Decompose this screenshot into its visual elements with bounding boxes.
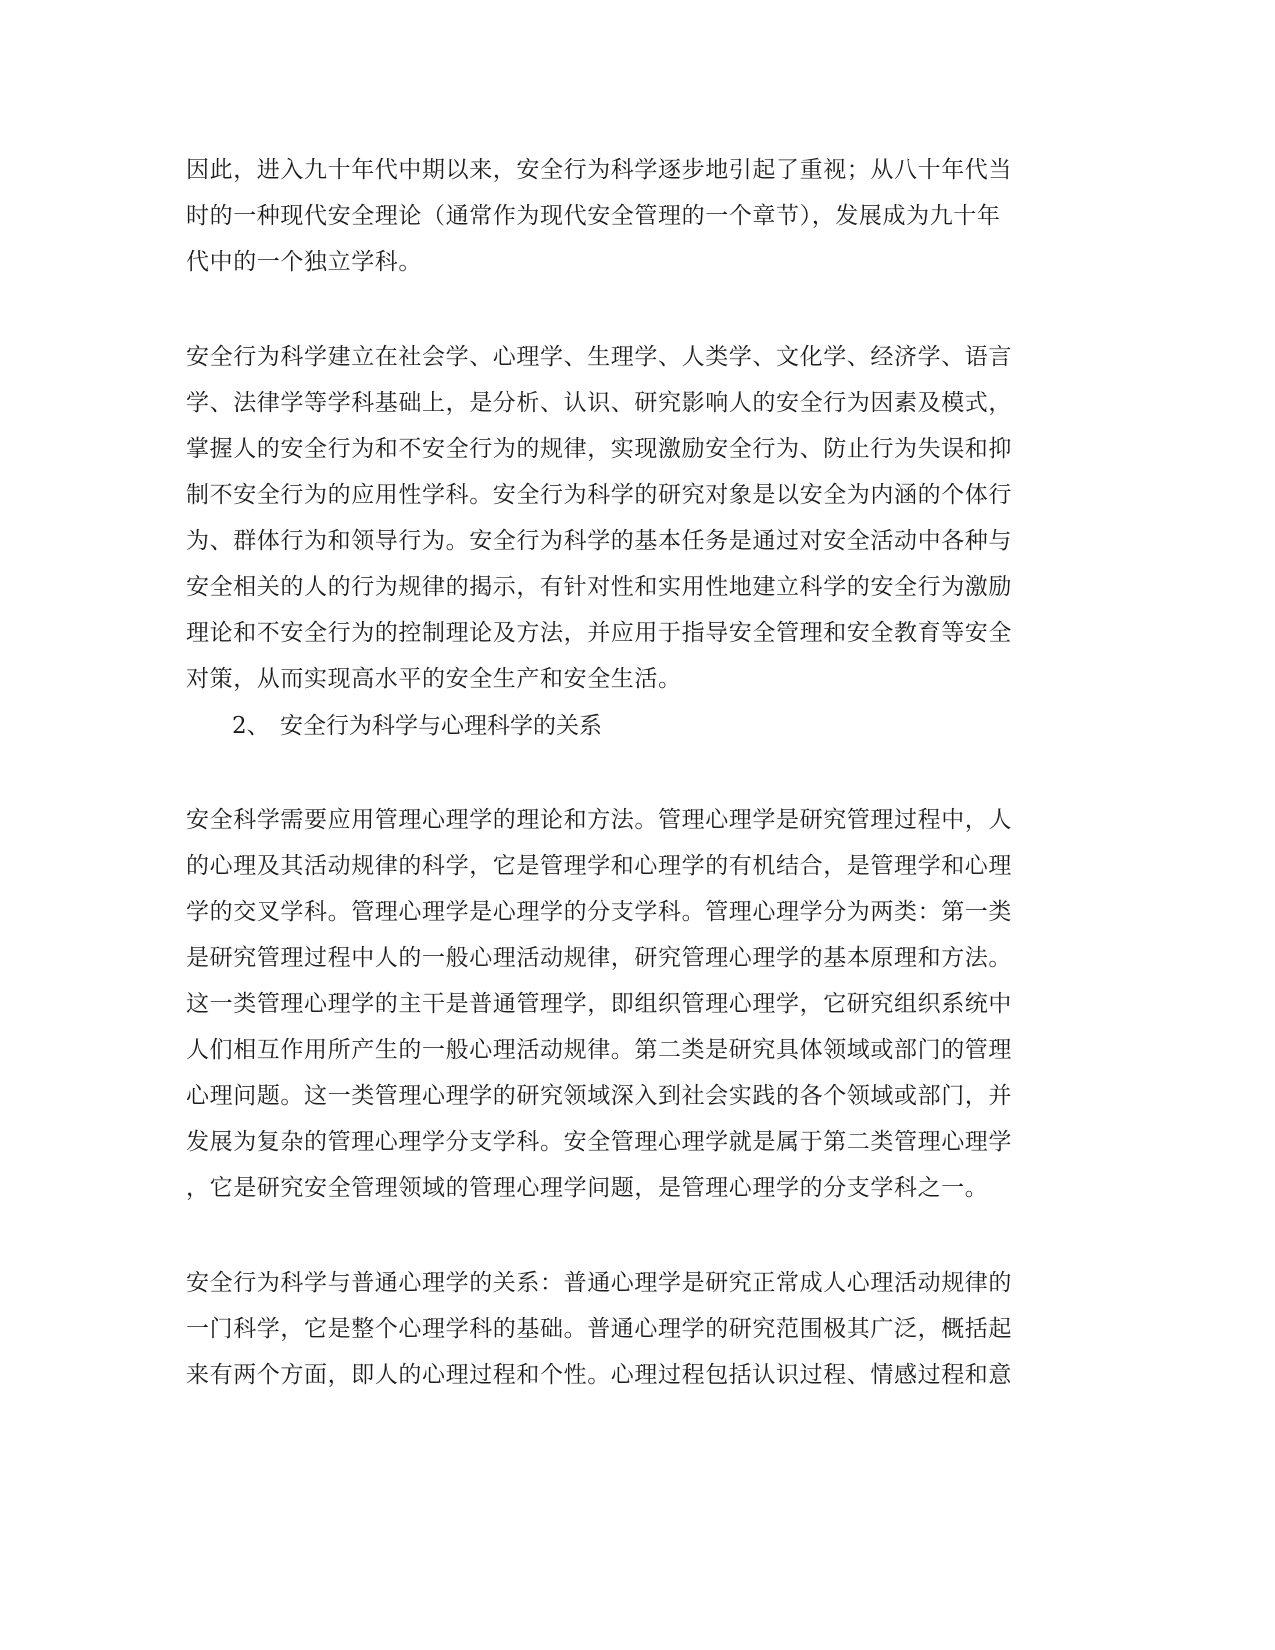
- text-line: 因此，进入九十年代中期以来，安全行为科学逐步地引起了重视；从八十年代当: [186, 157, 1012, 183]
- text-line: 人们相互作用所产生的一般心理活动规律。第二类是研究具体领域或部门的管理: [186, 1037, 1012, 1063]
- text-line: 学的交叉学科。管理心理学是心理学的分支学科。管理心理学分为两类：第一类: [186, 899, 1012, 925]
- text-line: 代中的一个独立学科。: [186, 249, 422, 275]
- text-line: 是研究管理过程中人的一般心理活动规律，研究管理心理学的基本原理和方法。: [186, 945, 1012, 971]
- text-line: 学、法律学等学科基础上，是分析、认识、研究影响人的安全行为因素及模式，: [186, 390, 1012, 416]
- text-line: 来有两个方面，即人的心理过程和个性。心理过程包括认识过程、情感过程和意: [186, 1362, 1012, 1388]
- text-line: 时的一种现代安全理论（通常作为现代安全管理的一个章节），发展成为九十年: [186, 203, 1001, 229]
- text-line: ，它是研究安全管理领域的管理心理学问题，是管理心理学的分支学科之一。: [186, 1175, 989, 1201]
- section-number: 2、: [232, 713, 270, 739]
- text-line: 安全行为科学建立在社会学、心理学、生理学、人类学、文化学、经济学、语言: [186, 344, 1012, 370]
- text-line: 这一类管理心理学的主干是普通管理学，即组织管理心理学，它研究组织系统中: [186, 991, 1012, 1017]
- section-title: 安全行为科学与心理科学的关系: [280, 713, 602, 739]
- text-line: 安全科学需要应用管理心理学的理论和方法。管理心理学是研究管理过程中，人: [186, 807, 1012, 833]
- text-line: 发展为复杂的管理心理学分支学科。安全管理心理学就是属于第二类管理心理学: [186, 1129, 1012, 1155]
- section-heading: [232, 711, 602, 741]
- text-line: 掌握人的安全行为和不安全行为的规律，实现激励安全行为、防止行为失误和抑: [186, 436, 1012, 462]
- text-line: 的心理及其活动规律的科学，它是管理学和心理学的有机结合，是管理学和心理: [186, 853, 1012, 879]
- text-line: 安全相关的人的行为规律的揭示，有针对性和实用性地建立科学的安全行为激励: [186, 574, 1012, 600]
- text-line: 心理问题。这一类管理心理学的研究领域深入到社会实践的各个领域或部门，并: [186, 1083, 1012, 1109]
- text-line: 制不安全行为的应用性学科。安全行为科学的研究对象是以安全为内涵的个体行: [186, 482, 1012, 508]
- text-line: 一门科学，它是整个心理学科的基础。普通心理学的研究范围极其广泛，概括起: [186, 1316, 1012, 1342]
- text-line: 对策，从而实现高水平的安全生产和安全生活。: [186, 666, 682, 692]
- text-line: 安全行为科学与普通心理学的关系：普通心理学是研究正常成人心理活动规律的: [186, 1270, 1012, 1296]
- text-line: 理论和不安全行为的控制理论及方法，并应用于指导安全管理和安全教育等安全: [186, 620, 1012, 646]
- text-line: 为、群体行为和领导行为。安全行为科学的基本任务是通过对安全活动中各种与: [186, 528, 1012, 554]
